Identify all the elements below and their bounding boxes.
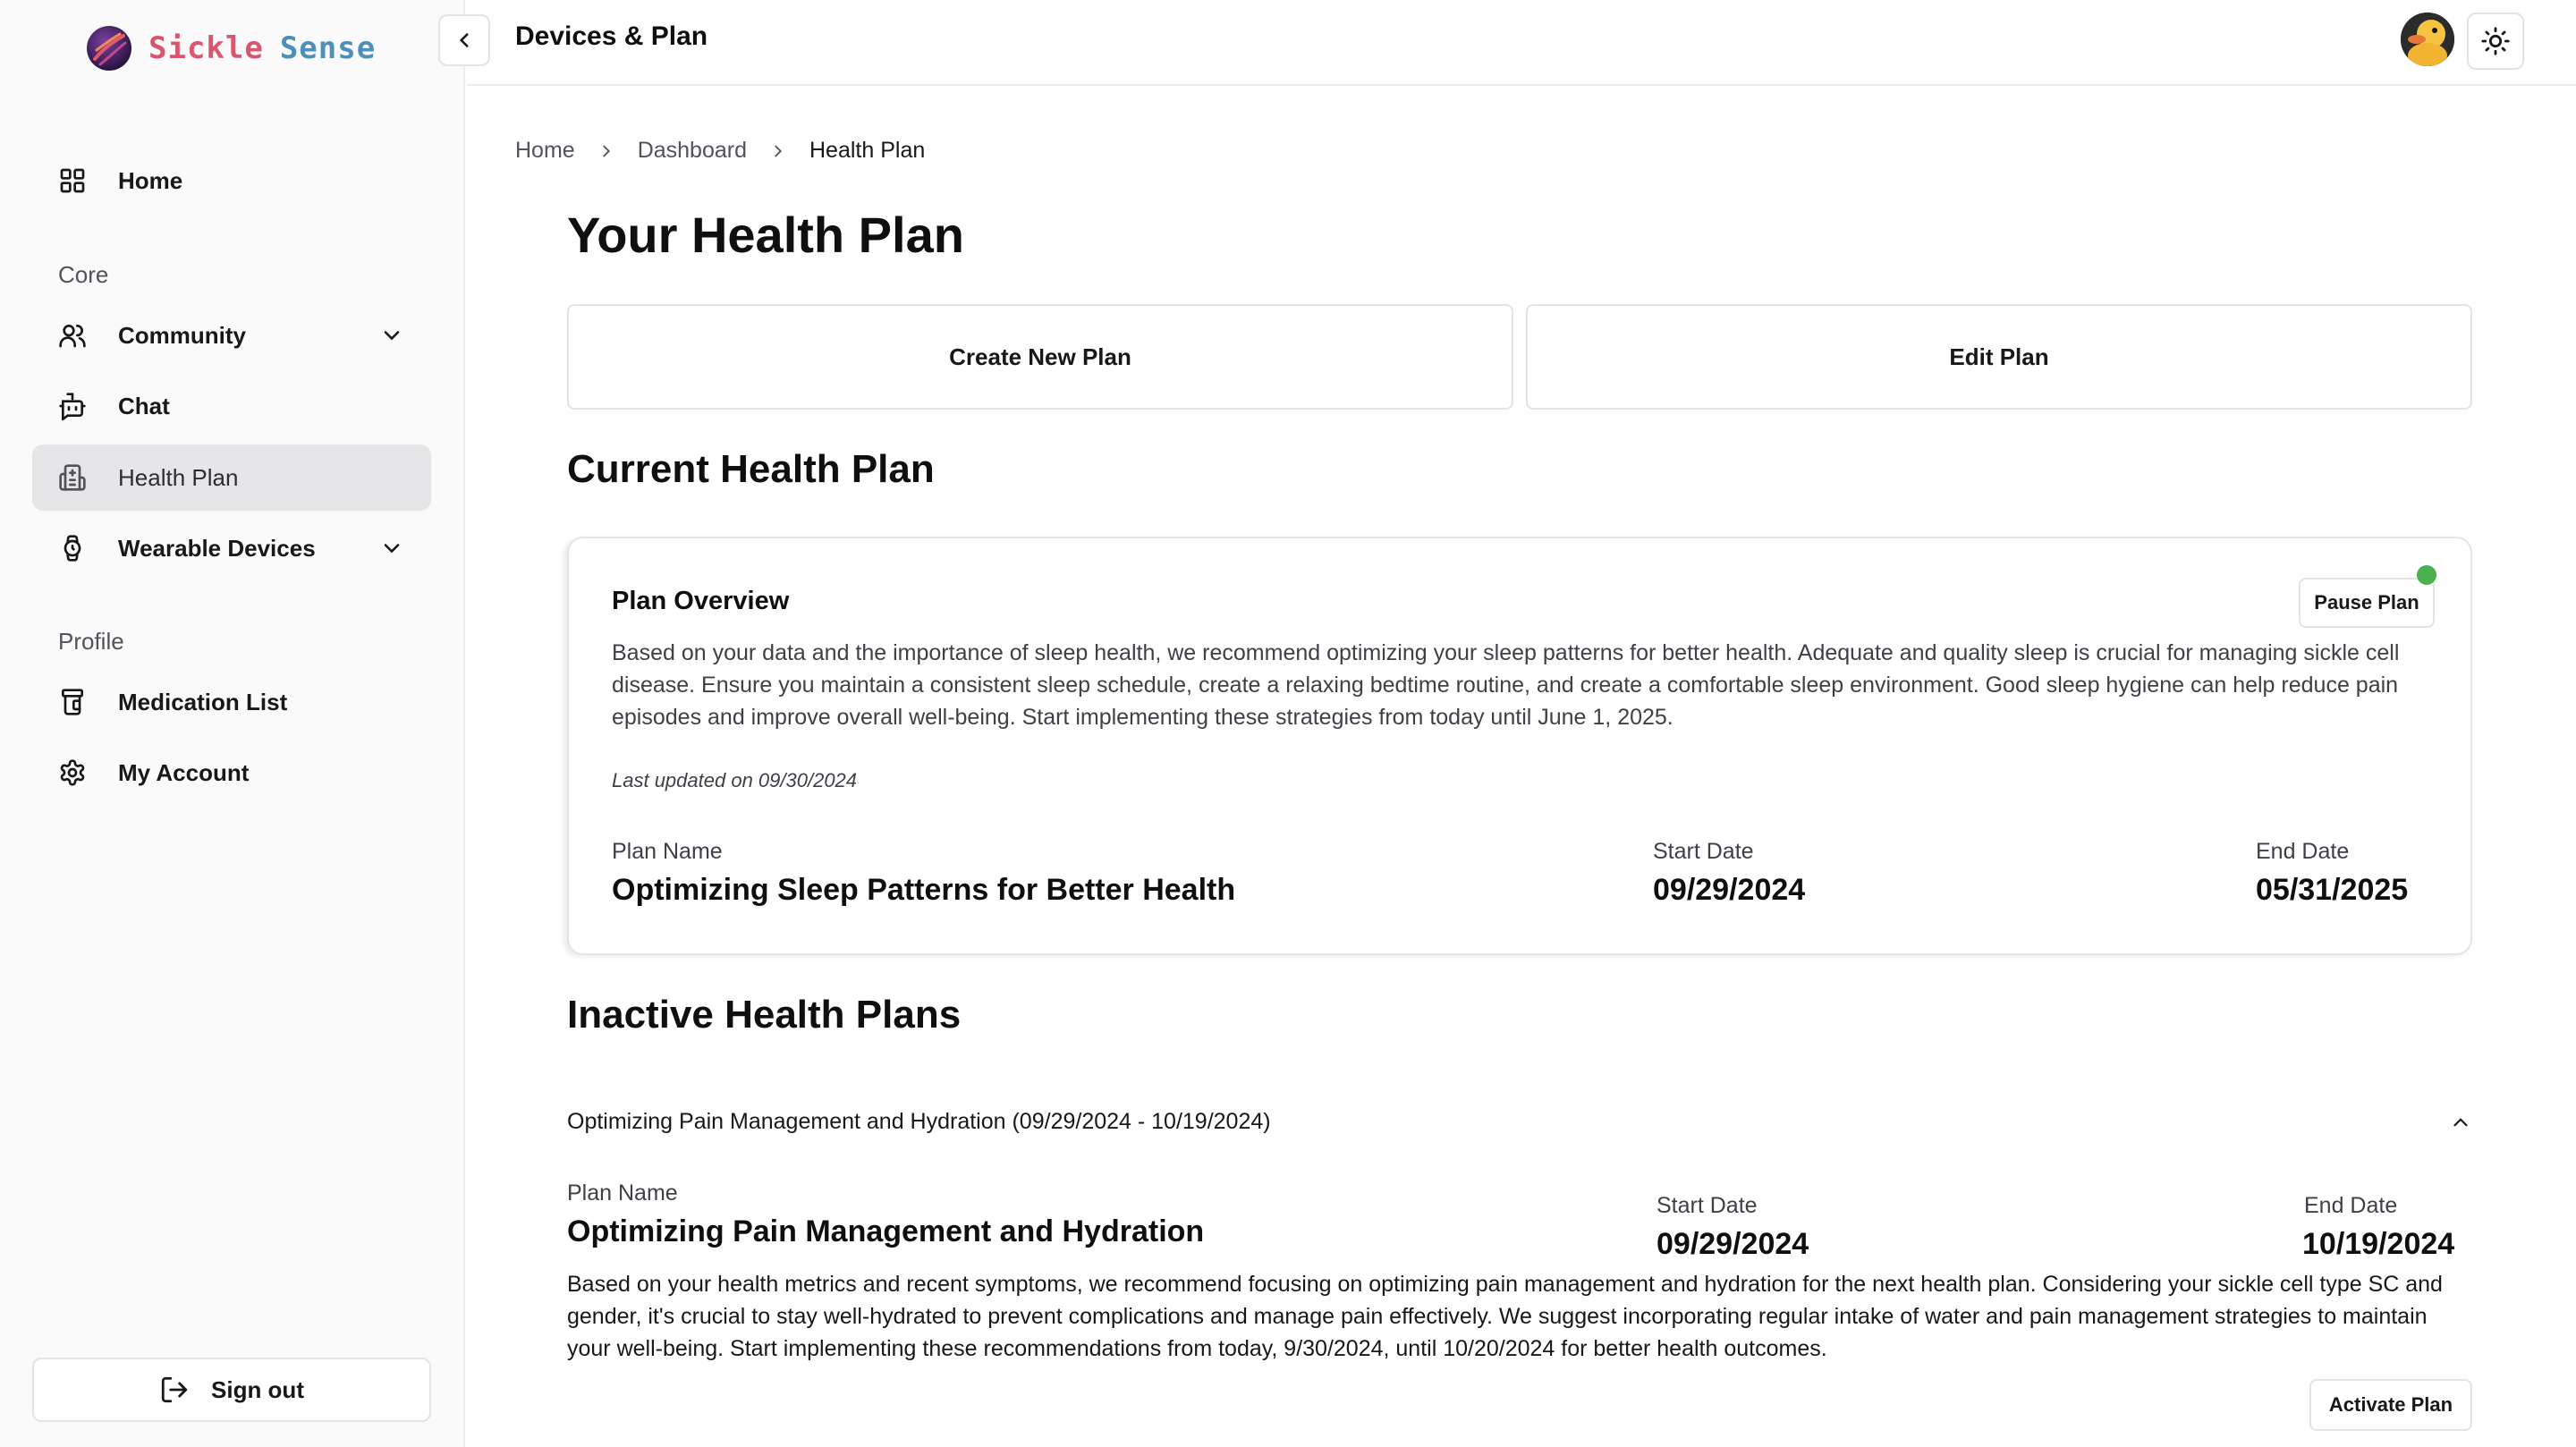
sidebar-item-label: Wearable Devices xyxy=(118,534,316,562)
sidebar xyxy=(0,0,465,1447)
sidebar-item-chat[interactable] xyxy=(32,373,431,439)
active-status-dot xyxy=(2417,565,2436,585)
top-bar xyxy=(467,0,2576,86)
inactive-plan-description: Based on your health metrics and recent symptoms, we recommend focusing on optimizing pain management and hydration for the next health plan. Considering your sickle cell type SC and gender, it's crucial to stay well-hydrated to prevent complications and manage pain effectively. We suggest incorporating regular intake of water and pain management strategies to maintain your well-being. Start implementing these recommendations from today, 9/30/2024, until 10/20/2024 for better health outcomes. xyxy=(567,1272,2443,1361)
plan-name-label: Plan Name xyxy=(612,839,723,864)
plan-overview-title: Plan Overview xyxy=(612,587,790,615)
sidebar-item-my-account[interactable] xyxy=(32,740,431,806)
sidebar-item-label: Home xyxy=(118,166,183,194)
breadcrumb-current: Health Plan xyxy=(809,138,926,163)
sign-out-label: Sign out xyxy=(211,1375,304,1403)
inactive-plan-summary: Optimizing Pain Management and Hydration (09/29/2024 - 10/19/2024) xyxy=(567,1109,1271,1134)
hospital-icon xyxy=(57,462,88,493)
inactive-end-date-value: 10/19/2024 xyxy=(2302,1227,2455,1261)
current-plan-heading: Current Health Plan xyxy=(567,447,935,491)
inactive-start-date-value: 09/29/2024 xyxy=(1657,1227,1809,1261)
sickle-sense-logo-icon xyxy=(84,23,134,73)
brand-name-part1: Sickle xyxy=(148,30,264,66)
end-date-label: End Date xyxy=(2256,839,2350,864)
chevron-up-icon xyxy=(2449,1111,2472,1134)
brand-name-part2: Sense xyxy=(279,30,377,66)
gear-icon xyxy=(57,757,88,788)
sidebar-item-label: Community xyxy=(118,321,246,349)
sidebar-item-wearable-devices[interactable] xyxy=(32,515,431,581)
inactive-plan-name-label: Plan Name xyxy=(567,1180,678,1206)
start-date-label: Start Date xyxy=(1653,839,1754,864)
theme-toggle-button[interactable] xyxy=(2467,13,2524,70)
log-out-icon xyxy=(159,1375,190,1405)
collapse-sidebar-button[interactable] xyxy=(438,14,490,66)
section-label-profile: Profile xyxy=(58,628,124,655)
chevron-right-icon xyxy=(768,141,788,161)
chevron-left-icon xyxy=(453,29,476,52)
pause-plan-button[interactable]: Pause Plan xyxy=(2299,578,2435,628)
sidebar-item-label: Chat xyxy=(118,392,170,419)
breadcrumb xyxy=(515,138,925,164)
chevron-down-icon[interactable] xyxy=(379,323,404,348)
inactive-end-date-label: End Date xyxy=(2304,1193,2398,1218)
inactive-plans-heading: Inactive Health Plans xyxy=(567,993,962,1037)
breadcrumb-dashboard[interactable]: Dashboard xyxy=(637,138,747,163)
pill-bottle-icon xyxy=(57,687,88,717)
brand-name xyxy=(148,30,376,66)
chevron-down-icon[interactable] xyxy=(379,536,404,561)
inactive-plan-accordion-header[interactable] xyxy=(567,1109,2472,1141)
plan-description: Based on your data and the importance of sleep health, we recommend optimizing your sleep patterns for better health. Adequate and quality sleep is crucial for managing sickle cell disease. Ensure you maintain a consistent sleep schedule, create a relaxing bedtime routine, and create a comfortable sleep environment. Good sleep hygiene can help reduce pain episodes and improve overall well-being. Start implementing these strategies from today until June 1, 2025. xyxy=(612,640,2400,730)
grid-icon xyxy=(57,165,88,196)
end-date-value: 05/31/2025 xyxy=(2256,873,2409,907)
sidebar-item-home[interactable] xyxy=(32,148,431,214)
users-icon xyxy=(57,320,88,351)
top-bar-title: Devices & Plan xyxy=(515,21,708,51)
watch-icon xyxy=(57,533,88,563)
avatar[interactable] xyxy=(2401,13,2454,66)
edit-plan-button[interactable]: Edit Plan xyxy=(1526,304,2472,410)
sidebar-item-label: Medication List xyxy=(118,688,288,715)
duck-avatar-icon xyxy=(2401,13,2454,66)
page-title: Your Health Plan xyxy=(567,207,964,263)
sidebar-item-label: My Account xyxy=(118,758,250,786)
last-updated-text: Last updated on 09/30/2024 xyxy=(612,769,858,791)
current-plan-card xyxy=(567,537,2472,955)
chevron-right-icon xyxy=(597,141,616,161)
chat-bot-icon xyxy=(57,391,88,421)
start-date-value: 09/29/2024 xyxy=(1653,873,1806,907)
sidebar-item-medication-list[interactable] xyxy=(32,669,431,735)
inactive-start-date-label: Start Date xyxy=(1657,1193,1758,1218)
sidebar-item-label: Health Plan xyxy=(118,463,239,491)
plan-name-value: Optimizing Sleep Patterns for Better Health xyxy=(612,873,1236,907)
sun-icon xyxy=(2480,26,2511,56)
activate-plan-button[interactable]: Activate Plan xyxy=(2309,1379,2472,1431)
sign-out-button[interactable] xyxy=(32,1358,431,1422)
sidebar-item-community[interactable] xyxy=(32,302,431,368)
inactive-plan-name-value: Optimizing Pain Management and Hydration xyxy=(567,1214,1205,1248)
section-label-core: Core xyxy=(58,261,109,288)
create-new-plan-button[interactable]: Create New Plan xyxy=(567,304,1513,410)
sidebar-item-health-plan[interactable] xyxy=(32,444,431,511)
breadcrumb-home[interactable]: Home xyxy=(515,138,575,163)
brand-logo-link[interactable] xyxy=(84,20,376,77)
